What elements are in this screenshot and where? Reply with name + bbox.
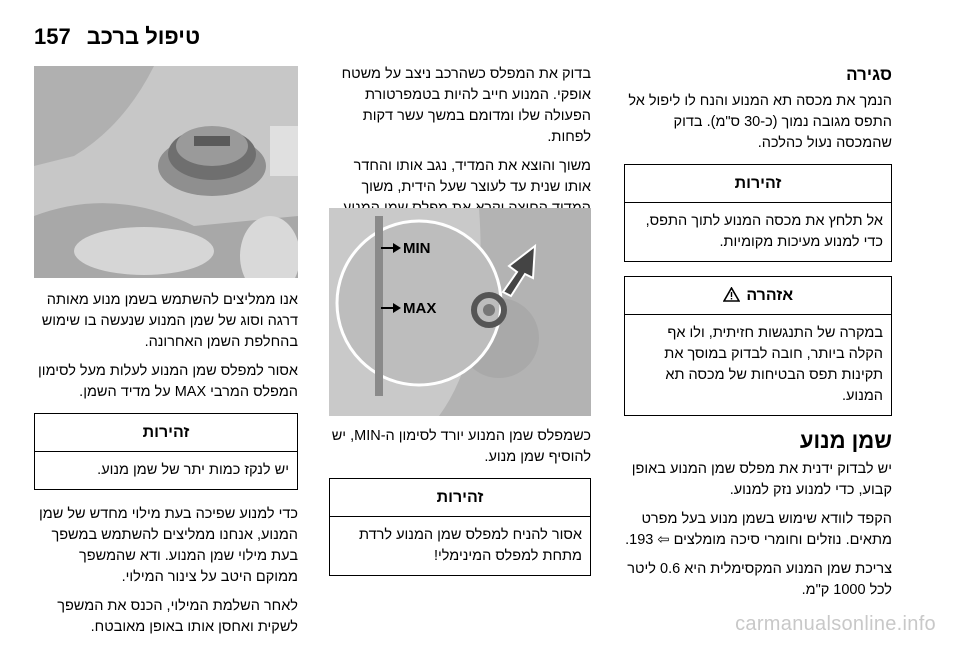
left-column (34, 290, 298, 646)
engine-oil-text-2: הקפד לוודא שימוש בשמן מנוע בעל מפרט מתאים. נוזלים וחומרי סיכה מומלצים ⇦ 193. (625, 511, 892, 548)
dipstick-illustration (329, 208, 591, 416)
funnel-storage-text: לאחר השלמת המילוי, הכנס את המשפך לשקית ואחסן אותו באופן מאובטח. (57, 598, 298, 635)
notice-box (329, 478, 591, 576)
notice-text: יש לנקז כמות יתר של שמן מנוע. (97, 462, 289, 478)
notice-title: זהירות (625, 165, 891, 203)
warning-title: אזהרה (746, 287, 794, 304)
engine-oil-text-3: צריכת שמן המנוע המקסימלית היא 0.6 ליטר לכל 1000 ק"מ. (627, 561, 892, 598)
dipstick-text: משוך והוצא את המדיד, נגב אותו והחדר אותו שנית עד לעוצר שעל הידית, משוך (353, 158, 591, 195)
notice-title: זהירות (35, 414, 297, 452)
warning-triangle-icon (723, 287, 740, 302)
warning-header (625, 277, 891, 315)
right-column (624, 64, 892, 609)
section-heading-engine-oil: שמן מנוע (799, 428, 892, 453)
add-oil-text: כשמפלס שמן המנוע יורד לסימון ה-MIN, יש להוסיף שמן מנוע. (331, 428, 591, 465)
middle-column (329, 64, 591, 227)
oil-cap-photo (34, 66, 298, 278)
section-heading-closing: סגירה (846, 65, 892, 84)
closing-text: הנמך את מכסה תא המנוע והנח לו ליפול אל התפס מגובה נמוך (כ-30 ס"מ). בדוק שהמכסה נעול כהלכה. (628, 93, 892, 151)
notice-text: אסור להניח למפלס שמן המנוע לרדת מתחת למפלס המינימלי! (359, 527, 582, 564)
page-title: טיפול ברכב (86, 24, 201, 49)
check-level-text: בדוק את המפלס כשהרכב ניצב על משטח אופקי. המנוע חייב להיות בטמפרטורת הפעולה שלו ומדומם במשך עשר דקות לפחות. (341, 66, 591, 145)
notice-title: זהירות (330, 479, 590, 517)
oil-cap-illustration (34, 66, 298, 278)
watermark-link[interactable]: carmanualsonline.info (735, 613, 936, 635)
funnel-text: כדי למנוע שפיכה בעת מילוי מחדש של שמן המנוע, אנחנו ממליצים להשתמש במשפך בעת מילוי שמן המנוע. ודא שהמשפך ממוקם היטב על צינור המילוי. (38, 506, 298, 585)
min-label: MIN (403, 240, 431, 257)
warning-text: במקרה של התנגשות חזיתית, ולו אף הקלה ביותר, חובה לבדוק במוסך את תקינות תפס הבטיחות של מכסה תא המנוע. (664, 325, 883, 404)
notice-box (624, 164, 892, 262)
page-number: 157 (34, 24, 71, 49)
engine-oil-text-1: יש לבדוק ידנית את מפלס שמן המנוע באופן קבוע, כדי למנוע נזק למנוע. (631, 461, 892, 498)
page-header (34, 22, 298, 52)
middle-column-lower (329, 426, 591, 590)
oil-grade-text: אנו ממליצים להשתמש בשמן מנוע מאותה דרגה וסוג של שמן המנוע שנעשה בו שימוש בהחלפת השמן האחרונה. (41, 292, 298, 350)
warning-box (624, 276, 892, 416)
dipstick-photo (329, 208, 591, 416)
notice-box (34, 413, 298, 490)
notice-text: אל תלחץ את מכסה המנוע לתוך התפס, כדי למנוע מעיכות מקומיות. (645, 213, 883, 250)
max-level-text: אסור למפלס שמן המנוע לעלות מעל לסימון המפלס המרבי MAX על מדיד השמן. (38, 363, 298, 400)
max-label: MAX (403, 300, 437, 317)
